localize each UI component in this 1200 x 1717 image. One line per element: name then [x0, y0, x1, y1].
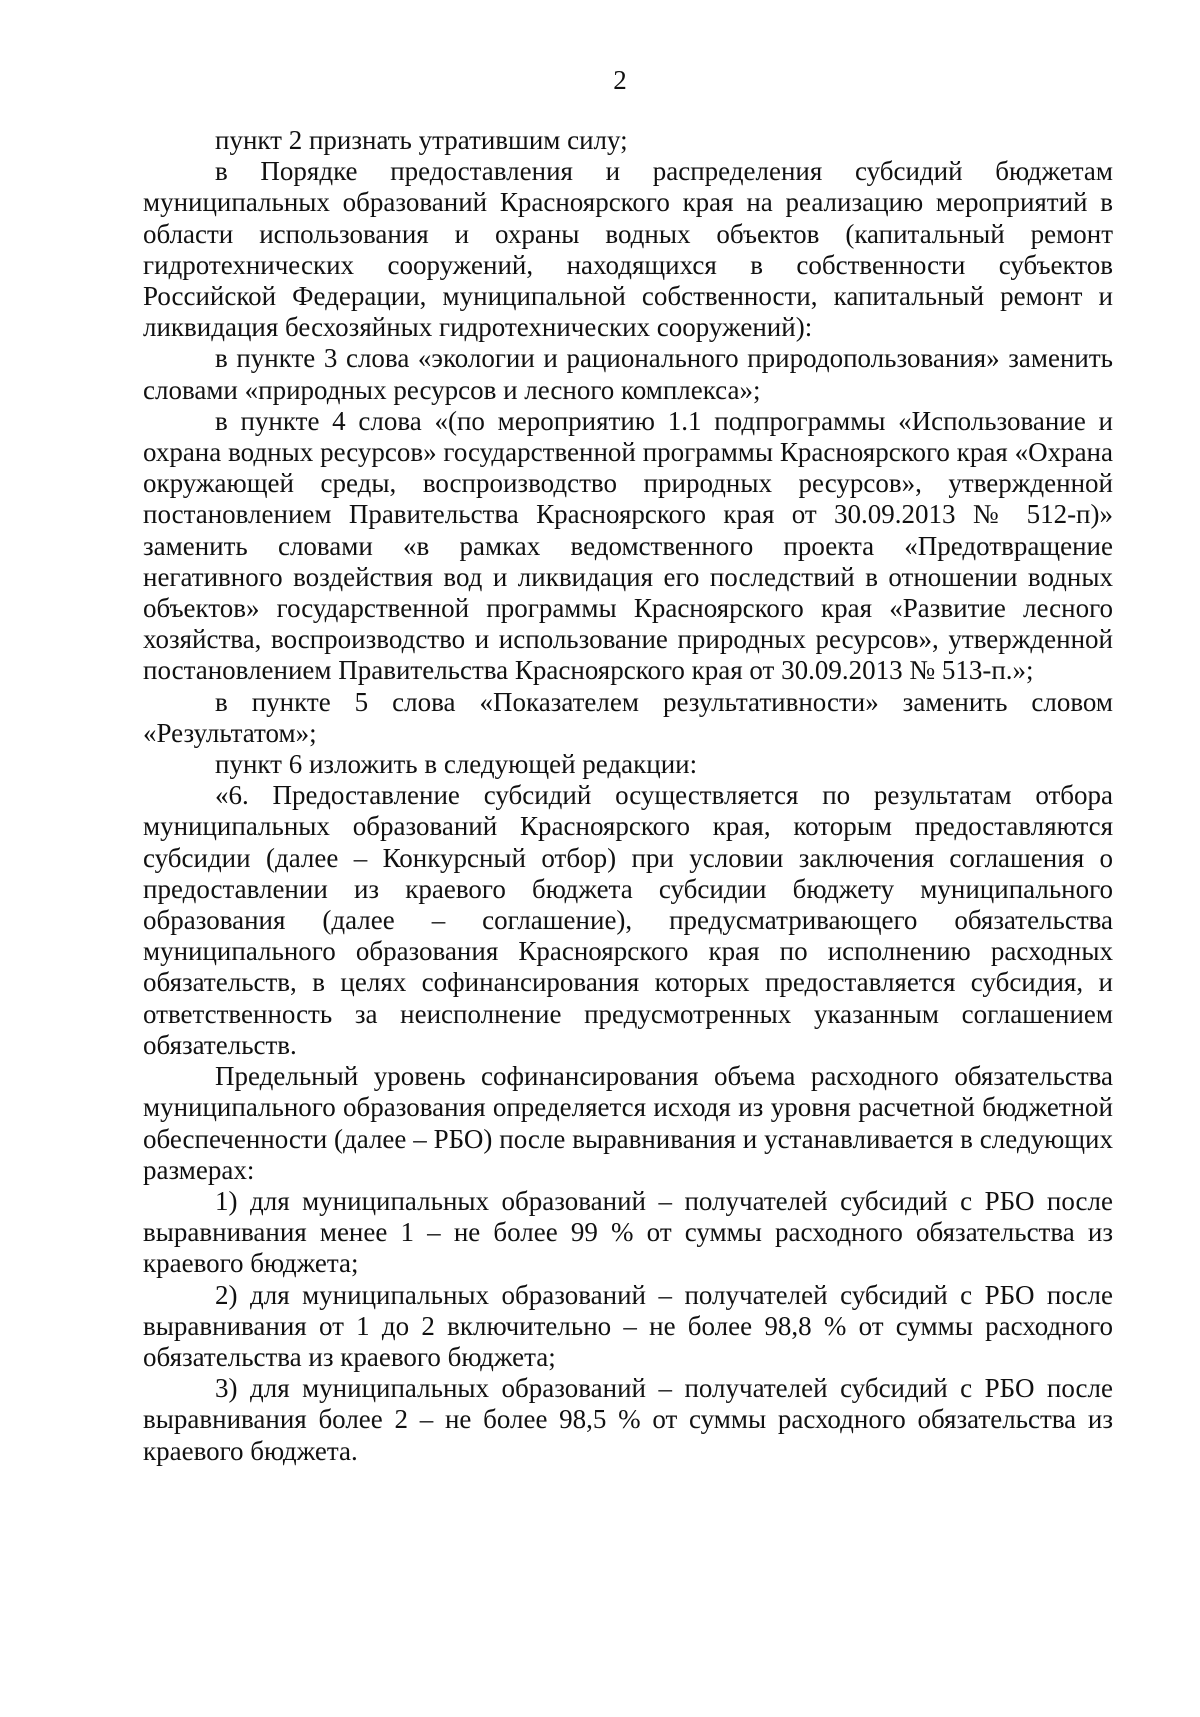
paragraph-repeal-point-2: пункт 2 признать утратившим силу;: [215, 125, 628, 155]
list-item-rbo-less-than-1: 1) для муниципальных образований – получателей субсидий с РБО после выравнивания менее 1 – не более 99 % от суммы расходного обязательства из краевого бюджета;: [143, 1185, 1113, 1279]
paragraph-point-3-amendment: в пункте 3 слова «экологии и рационального природопользования» заменить словами «природных ресурсов и лесного комплекса»;: [143, 343, 1113, 405]
paragraph-point-6-intro: пункт 6 изложить в следующей редакции:: [215, 749, 698, 780]
list-item-rbo-1-to-2: 2) для муниципальных образований – получателей субсидий с РБО после выравнивания от 1 до 2 включительно – не более 98,8 % от суммы расходного обязательства из краевого бюджета;: [143, 1279, 1113, 1372]
paragraph-point-4-amendment: в пункте 4 слова «(по мероприятию 1.1 подпрограммы «Использование и охрана водных ресурсов» государственной программы Красноярского края «Охрана окружающей среды, воспроизводство природных ресурсов», утвержденной постановлением Правительства Красноярского края от 30.09.2013 № 512-п)» заменить словами «в рамках ведомственного проекта «Предотвращение негативного воздействия вод и ликвидация его последствий в отношении водных объектов» государственной программы Красноярского края «Развитие лесного хозяйства, воспроизводство и использование природных ресурсов», утвержденной постановлением Правительства Красноярского края от 30.09.2013 № 513-п.»;: [143, 405, 1113, 686]
list-item-rbo-over-2: 3) для муниципальных образований – получателей субсидий с РБО после выравнивания более 2 – не более 98,5 % от суммы расходного обязательства из краевого бюджета.: [143, 1373, 1113, 1466]
paragraph-point-5-amendment: в пункте 5 слова «Показателем результативности» заменить словом «Результатом»;: [143, 686, 1113, 748]
paragraph-procedure-intro: в Порядке предоставления и распределения субсидий бюджетам муниципальных образований Красноярского края на реализацию мероприятий в области использования и охраны водных объектов (капитальный ремонт гидротехнических сооружений, находящихся в собственности субъектов Российской Федерации, муниципальной собственности, капитальный ремонт и ликвидация бесхозяйных гидротехнических сооружений):: [143, 156, 1113, 343]
page-number: 2: [613, 65, 627, 95]
paragraph-point-6-text: «6. Предоставление субсидий осуществляется по результатам отбора муниципальных образований Красноярского края, которым предоставляются субсидии (далее – Конкурсный отбор) при условии заключения соглашения о предоставлении из краевого бюджета субсидии бюджету муниципального образования (далее – соглашение), предусматривающего обязательства муниципального образования Красноярского края по исполнению расходных обязательств, в целях софинансирования которых предоставляется субсидия, и ответственность за неисполнение предусмотренных указанным соглашением обязательств.: [143, 780, 1113, 1060]
document-body: [143, 125, 1113, 1467]
paragraph-cofinancing-level: Предельный уровень софинансирования объема расходного обязательства муниципального образования определяется исходя из уровня расчетной бюджетной обеспеченности (далее – РБО) после выравнивания и устанавливается в следующих размерах:: [143, 1061, 1113, 1185]
